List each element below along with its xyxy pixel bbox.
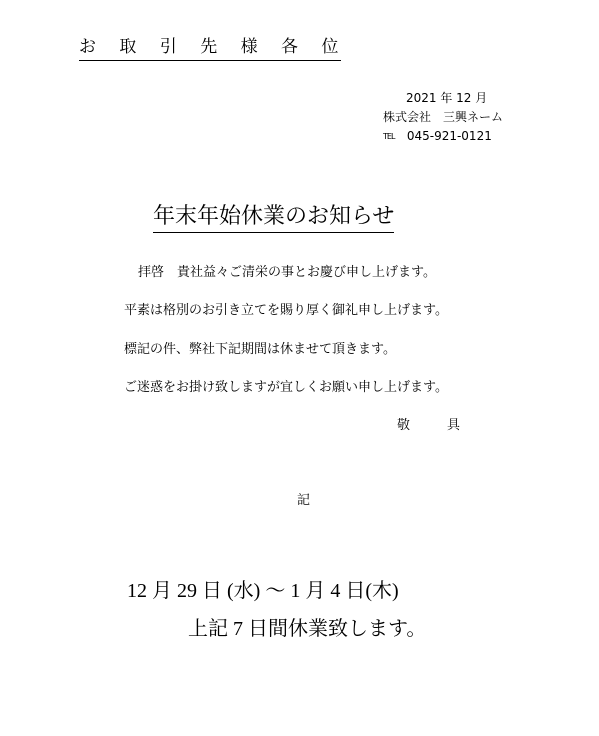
- addressee-heading: お 取 引 先 様 各 位: [79, 36, 341, 61]
- tel-mark: TEL: [383, 132, 395, 141]
- holiday-period-note: 上記 7 日間休業致します。: [188, 618, 427, 640]
- holiday-period: 12 月 29 日 (水) 〜 1 月 4 日(木): [127, 580, 399, 602]
- phone-row: [383, 127, 563, 146]
- body-line-greeting: 拝啓 貴社益々ご清栄の事とお慶び申し上げます。: [138, 265, 436, 280]
- closing-word: 敬 具: [397, 418, 473, 433]
- body-line-apology: ご迷惑をお掛け致しますが宜しくお願い申し上げます。: [124, 380, 448, 395]
- body-line-closure: 標記の件、弊社下記期間は休ませて頂きます。: [124, 342, 396, 357]
- sender-block: [383, 89, 563, 146]
- body-line-thanks: 平素は格別のお引き立てを賜り厚く御礼申し上げます。: [124, 303, 448, 318]
- company-name: 株式会社 三興ネーム: [383, 110, 504, 124]
- issue-date: 2021 年 12 月: [406, 91, 488, 105]
- phone-number: 045-921-0121: [406, 129, 492, 143]
- ki-marker: 記: [297, 493, 311, 508]
- notice-title: 年末年始休業のお知らせ: [153, 203, 394, 233]
